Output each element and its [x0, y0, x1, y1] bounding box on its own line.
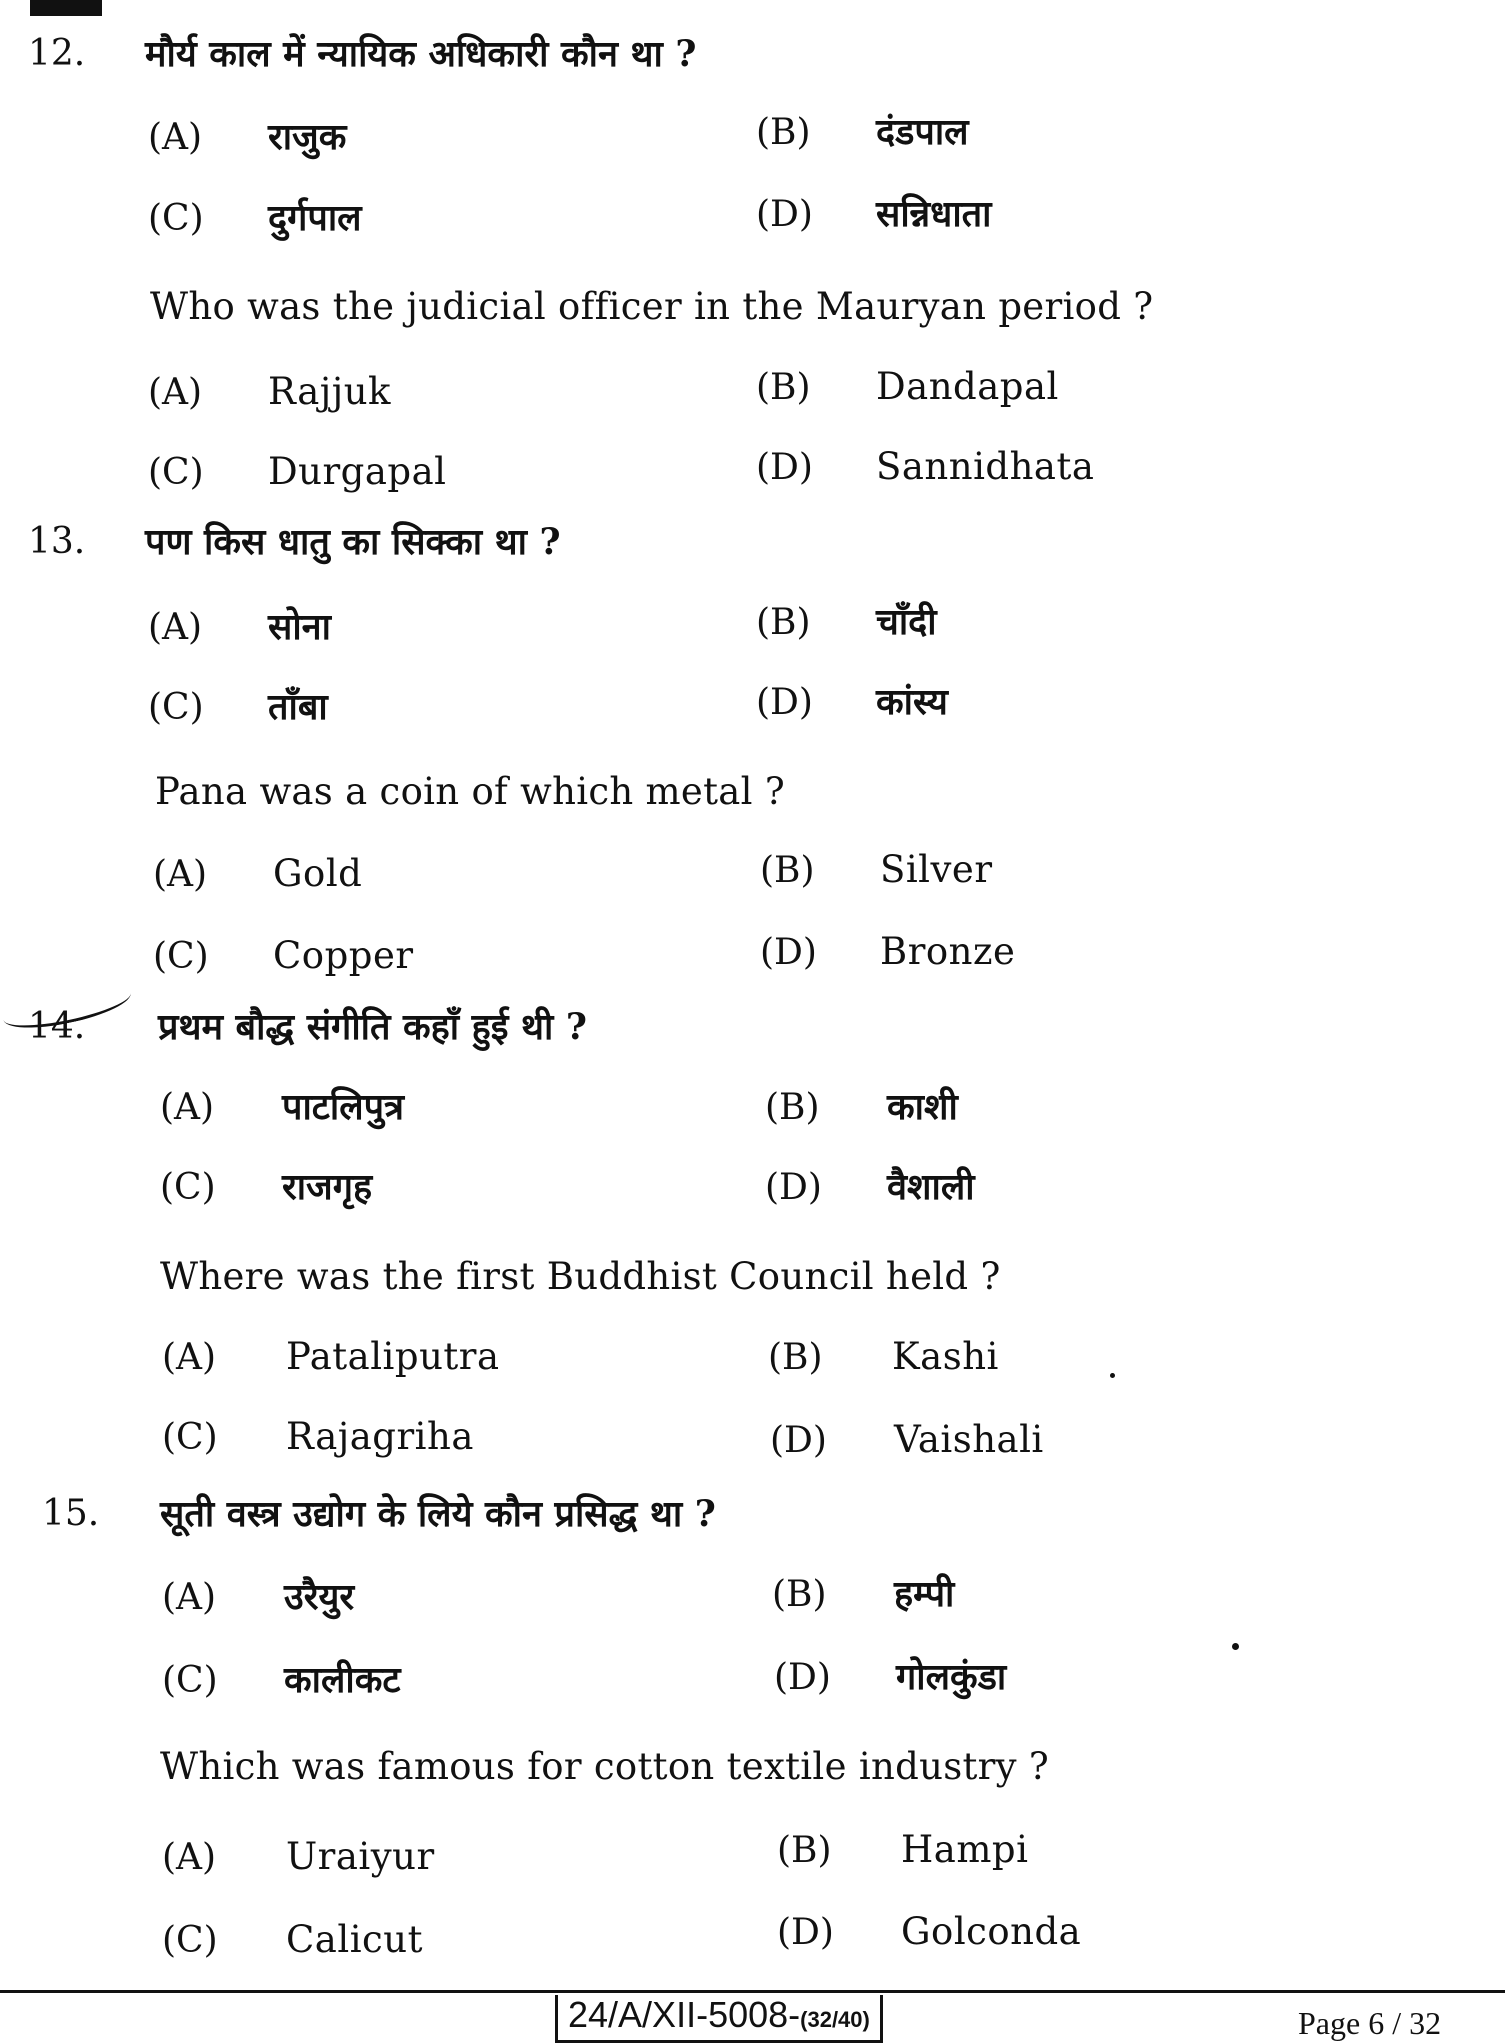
option-c-hindi [148, 685, 328, 730]
option-text: उरैयुर [284, 1576, 355, 1618]
option-b-hindi [765, 1085, 958, 1130]
option-letter: (C) [148, 198, 204, 239]
question-text-hindi: सूती वस्त्र उद्योग के लिये कौन प्रसिद्ध था ? [160, 1493, 716, 1535]
question-number: 14. [28, 1006, 86, 1047]
paper-code-main: 24/A/XII-5008- [568, 1994, 801, 2035]
option-text: पाटलिपुत्र [282, 1086, 404, 1128]
option-text: दुर्गपाल [268, 197, 362, 239]
question-text-english: Which was famous for cotton textile industry ? [160, 1745, 1050, 1788]
option-a-hindi [148, 605, 331, 650]
option-letter: (C) [148, 687, 204, 728]
option-a-hindi [160, 1085, 404, 1130]
question-text-english: Where was the first Buddhist Council held ? [160, 1255, 1001, 1298]
footer-rule [0, 1990, 1505, 1993]
question-number: 15. [42, 1493, 100, 1534]
option-c-english [148, 450, 447, 495]
option-text: ताँबा [268, 686, 328, 728]
option-letter: (A) [148, 117, 203, 158]
option-text: काशी [887, 1086, 958, 1128]
option-a-english [148, 370, 391, 415]
question-text-english: Pana was a coin of which metal ? [155, 770, 785, 813]
option-letter: (B) [765, 1087, 820, 1128]
paper-code [555, 1995, 883, 2043]
option-c-hindi [148, 196, 362, 241]
option-letter: (D) [760, 932, 817, 973]
corner-mark [30, 0, 102, 16]
option-d-english [760, 930, 1015, 975]
question-number: 12. [28, 33, 86, 74]
option-c-english [153, 934, 414, 979]
question-text-english: Who was the judicial officer in the Mauryan period ? [150, 285, 1154, 328]
option-text: Gold [273, 852, 363, 895]
option-letter: (A) [148, 607, 203, 648]
page-number: Page 6 / 32 [1298, 2005, 1442, 2041]
option-b-english [777, 1828, 1028, 1873]
option-text: हम्पी [894, 1573, 955, 1615]
question-text-hindi: पण किस धातु का सिक्का था ? [145, 521, 561, 563]
option-d-english [756, 445, 1094, 490]
option-text: कांस्य [876, 681, 948, 723]
option-letter: (D) [765, 1167, 822, 1208]
option-letter: (A) [162, 1577, 217, 1618]
paper-code-suffix: (32/40) [800, 2007, 870, 2032]
option-a-english [162, 1335, 500, 1380]
question-text-hindi: मौर्य काल में न्यायिक अधिकारी कौन था ? [145, 33, 697, 75]
option-letter: (A) [162, 1337, 217, 1378]
option-b-hindi [756, 110, 969, 155]
option-b-hindi [756, 600, 937, 645]
option-letter: (A) [148, 372, 203, 413]
option-a-hindi [162, 1575, 354, 1620]
option-d-hindi [765, 1165, 975, 1210]
option-c-english [162, 1415, 474, 1460]
option-letter: (C) [162, 1920, 218, 1961]
option-d-hindi [774, 1655, 1006, 1700]
option-text: दंडपाल [876, 111, 969, 153]
option-letter: (D) [756, 682, 813, 723]
option-text: Calicut [286, 1918, 423, 1961]
option-b-english [756, 365, 1059, 410]
question-text-hindi: प्रथम बौद्ध संगीति कहाँ हुई थी ? [158, 1006, 587, 1048]
option-text: वैशाली [887, 1166, 975, 1208]
option-text: गोलकुंडा [896, 1656, 1007, 1698]
option-text: राजगृह [282, 1166, 373, 1208]
option-text: Copper [273, 934, 414, 977]
option-letter: (D) [777, 1912, 834, 1953]
option-text: Vaishali [894, 1418, 1044, 1461]
option-c-hindi [160, 1165, 372, 1210]
option-text: सन्निधाता [876, 193, 992, 235]
option-text: Hampi [901, 1828, 1029, 1871]
option-d-hindi [756, 192, 992, 237]
option-c-hindi [162, 1658, 401, 1703]
option-letter: (A) [162, 1837, 217, 1878]
option-text: कालीकट [284, 1659, 401, 1701]
option-a-hindi [148, 115, 346, 160]
option-text: Rajjuk [268, 370, 391, 413]
option-d-hindi [756, 680, 948, 725]
option-text: Rajagriha [286, 1415, 474, 1458]
option-letter: (D) [756, 447, 813, 488]
option-text: Silver [880, 848, 993, 891]
option-a-english [153, 852, 362, 897]
option-text: Durgapal [268, 450, 447, 493]
option-d-english [777, 1910, 1081, 1955]
speck [1232, 1643, 1239, 1650]
option-letter: (A) [160, 1087, 215, 1128]
option-text: Pataliputra [286, 1335, 500, 1378]
option-text: Uraiyur [286, 1835, 435, 1878]
option-text: Sannidhata [876, 445, 1095, 488]
option-letter: (B) [756, 112, 811, 153]
option-text: चाँदी [876, 601, 937, 643]
option-text: Golconda [901, 1910, 1082, 1953]
speck [1110, 1373, 1115, 1378]
option-text: Kashi [892, 1335, 999, 1378]
option-text: सोना [268, 606, 331, 648]
option-a-english [162, 1835, 435, 1880]
option-text: राजुक [268, 116, 347, 158]
option-letter: (C) [162, 1660, 218, 1701]
option-letter: (B) [777, 1830, 832, 1871]
option-letter: (B) [756, 367, 811, 408]
option-letter: (A) [153, 854, 208, 895]
option-text: Bronze [880, 930, 1016, 973]
option-letter: (B) [756, 602, 811, 643]
option-letter: (C) [148, 452, 204, 493]
option-letter: (D) [774, 1657, 831, 1698]
option-letter: (B) [760, 850, 815, 891]
option-b-hindi [772, 1572, 954, 1617]
option-letter: (D) [770, 1420, 827, 1461]
option-c-english [162, 1918, 423, 1963]
option-letter: (D) [756, 194, 813, 235]
question-number: 13. [28, 521, 86, 562]
option-letter: (B) [768, 1337, 823, 1378]
option-letter: (C) [153, 936, 209, 977]
option-letter: (C) [162, 1417, 218, 1458]
option-letter: (C) [160, 1167, 216, 1208]
option-letter: (B) [772, 1574, 827, 1615]
option-b-english [760, 848, 993, 893]
option-text: Dandapal [876, 365, 1059, 408]
option-b-english [768, 1335, 999, 1380]
option-d-english [770, 1418, 1044, 1463]
